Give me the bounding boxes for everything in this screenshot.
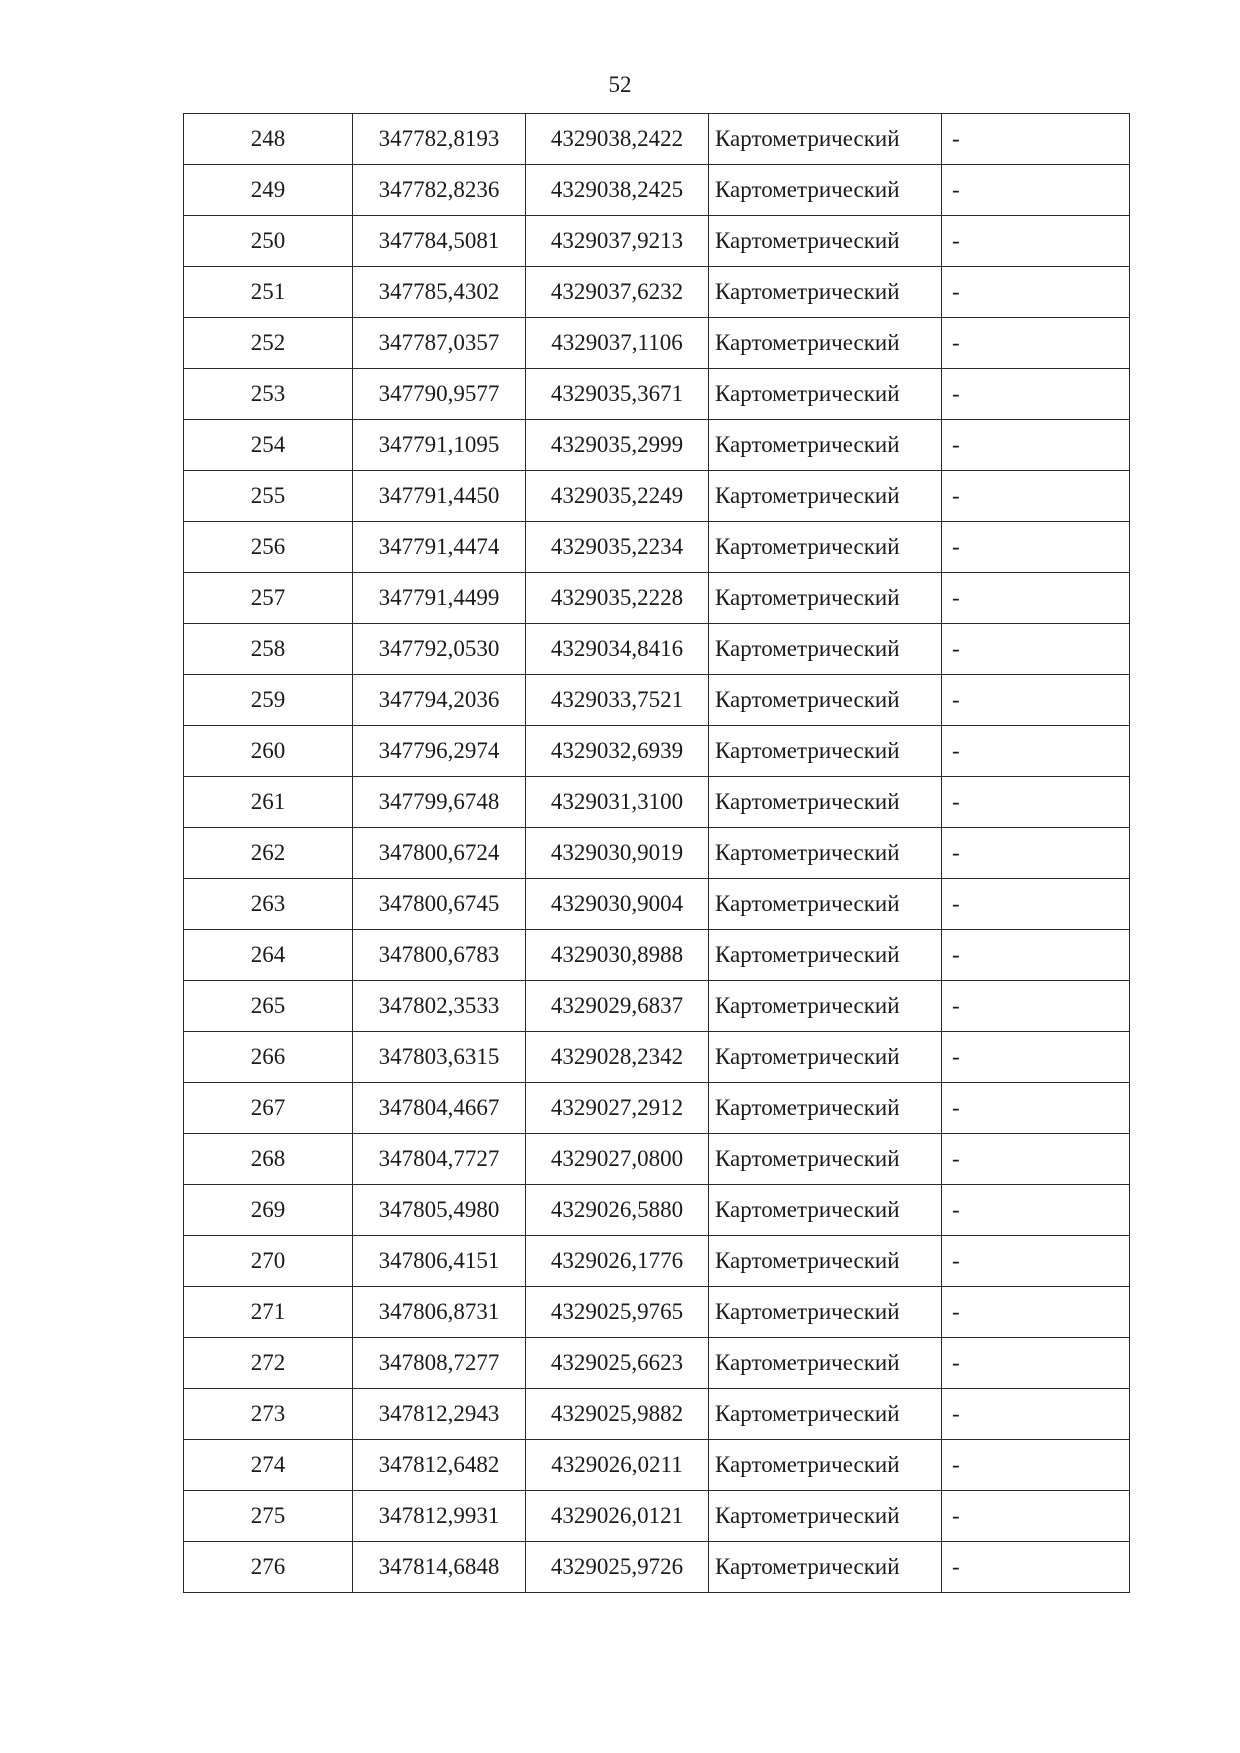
method-cell: Картометрический	[709, 1083, 942, 1134]
point-number-cell: 257	[184, 573, 353, 624]
x-coordinate-cell: 347812,2943	[353, 1389, 526, 1440]
method-cell: Картометрический	[709, 726, 942, 777]
table-row	[184, 1491, 1130, 1542]
point-number-cell: 273	[184, 1389, 353, 1440]
method-cell: Картометрический	[709, 1338, 942, 1389]
point-number-cell: 269	[184, 1185, 353, 1236]
extra-cell: -	[942, 1236, 1130, 1287]
method-cell: Картометрический	[709, 471, 942, 522]
method-cell: Картометрический	[709, 981, 942, 1032]
method-cell: Картометрический	[709, 318, 942, 369]
table-row	[184, 1440, 1130, 1491]
extra-cell: -	[942, 1287, 1130, 1338]
method-cell: Картометрический	[709, 420, 942, 471]
table-row	[184, 1032, 1130, 1083]
table-row	[184, 981, 1130, 1032]
method-cell: Картометрический	[709, 216, 942, 267]
table-row	[184, 1236, 1130, 1287]
table-row	[184, 573, 1130, 624]
x-coordinate-cell: 347812,9931	[353, 1491, 526, 1542]
y-coordinate-cell: 4329032,6939	[526, 726, 709, 777]
table-row	[184, 471, 1130, 522]
point-number-cell: 272	[184, 1338, 353, 1389]
method-cell: Картометрический	[709, 522, 942, 573]
extra-cell: -	[942, 828, 1130, 879]
extra-cell: -	[942, 1338, 1130, 1389]
extra-cell: -	[942, 369, 1130, 420]
extra-cell: -	[942, 675, 1130, 726]
y-coordinate-cell: 4329037,6232	[526, 267, 709, 318]
table-row	[184, 930, 1130, 981]
y-coordinate-cell: 4329026,1776	[526, 1236, 709, 1287]
x-coordinate-cell: 347806,8731	[353, 1287, 526, 1338]
extra-cell: -	[942, 1083, 1130, 1134]
coordinates-table-body	[184, 114, 1130, 1593]
extra-cell: -	[942, 879, 1130, 930]
extra-cell: -	[942, 216, 1130, 267]
point-number-cell: 256	[184, 522, 353, 573]
extra-cell: -	[942, 522, 1130, 573]
table-row	[184, 879, 1130, 930]
x-coordinate-cell: 347782,8193	[353, 114, 526, 165]
y-coordinate-cell: 4329029,6837	[526, 981, 709, 1032]
method-cell: Картометрический	[709, 675, 942, 726]
x-coordinate-cell: 347803,6315	[353, 1032, 526, 1083]
point-number-cell: 252	[184, 318, 353, 369]
y-coordinate-cell: 4329033,7521	[526, 675, 709, 726]
x-coordinate-cell: 347812,6482	[353, 1440, 526, 1491]
method-cell: Картометрический	[709, 1185, 942, 1236]
extra-cell: -	[942, 1389, 1130, 1440]
method-cell: Картометрический	[709, 1542, 942, 1593]
method-cell: Картометрический	[709, 1032, 942, 1083]
x-coordinate-cell: 347791,4499	[353, 573, 526, 624]
method-cell: Картометрический	[709, 1134, 942, 1185]
point-number-cell: 253	[184, 369, 353, 420]
y-coordinate-cell: 4329027,0800	[526, 1134, 709, 1185]
extra-cell: -	[942, 318, 1130, 369]
extra-cell: -	[942, 624, 1130, 675]
table-row	[184, 726, 1130, 777]
x-coordinate-cell: 347791,1095	[353, 420, 526, 471]
point-number-cell: 261	[184, 777, 353, 828]
x-coordinate-cell: 347785,4302	[353, 267, 526, 318]
x-coordinate-cell: 347791,4450	[353, 471, 526, 522]
extra-cell: -	[942, 1491, 1130, 1542]
y-coordinate-cell: 4329025,6623	[526, 1338, 709, 1389]
point-number-cell: 262	[184, 828, 353, 879]
method-cell: Картометрический	[709, 1440, 942, 1491]
y-coordinate-cell: 4329038,2422	[526, 114, 709, 165]
point-number-cell: 266	[184, 1032, 353, 1083]
table-row	[184, 420, 1130, 471]
point-number-cell: 276	[184, 1542, 353, 1593]
x-coordinate-cell: 347782,8236	[353, 165, 526, 216]
point-number-cell: 255	[184, 471, 353, 522]
table-row	[184, 675, 1130, 726]
point-number-cell: 268	[184, 1134, 353, 1185]
method-cell: Картометрический	[709, 777, 942, 828]
point-number-cell: 264	[184, 930, 353, 981]
point-number-cell: 274	[184, 1440, 353, 1491]
y-coordinate-cell: 4329028,2342	[526, 1032, 709, 1083]
table-row	[184, 216, 1130, 267]
extra-cell: -	[942, 471, 1130, 522]
extra-cell: -	[942, 726, 1130, 777]
point-number-cell: 260	[184, 726, 353, 777]
point-number-cell: 248	[184, 114, 353, 165]
x-coordinate-cell: 347799,6748	[353, 777, 526, 828]
y-coordinate-cell: 4329035,3671	[526, 369, 709, 420]
point-number-cell: 254	[184, 420, 353, 471]
table-row	[184, 267, 1130, 318]
x-coordinate-cell: 347787,0357	[353, 318, 526, 369]
table-row	[184, 1389, 1130, 1440]
x-coordinate-cell: 347805,4980	[353, 1185, 526, 1236]
extra-cell: -	[942, 930, 1130, 981]
table-row	[184, 1185, 1130, 1236]
extra-cell: -	[942, 1032, 1130, 1083]
y-coordinate-cell: 4329035,2234	[526, 522, 709, 573]
y-coordinate-cell: 4329026,5880	[526, 1185, 709, 1236]
y-coordinate-cell: 4329025,9726	[526, 1542, 709, 1593]
y-coordinate-cell: 4329037,9213	[526, 216, 709, 267]
page-number: 52	[608, 72, 632, 97]
point-number-cell: 258	[184, 624, 353, 675]
table-row	[184, 624, 1130, 675]
method-cell: Картометрический	[709, 165, 942, 216]
table-row	[184, 114, 1130, 165]
extra-cell: -	[942, 267, 1130, 318]
method-cell: Картометрический	[709, 1389, 942, 1440]
y-coordinate-cell: 4329030,8988	[526, 930, 709, 981]
point-number-cell: 275	[184, 1491, 353, 1542]
y-coordinate-cell: 4329035,2999	[526, 420, 709, 471]
y-coordinate-cell: 4329038,2425	[526, 165, 709, 216]
table-row	[184, 369, 1130, 420]
y-coordinate-cell: 4329025,9765	[526, 1287, 709, 1338]
y-coordinate-cell: 4329034,8416	[526, 624, 709, 675]
extra-cell: -	[942, 777, 1130, 828]
method-cell: Картометрический	[709, 624, 942, 675]
table-row	[184, 1542, 1130, 1593]
method-cell: Картометрический	[709, 573, 942, 624]
y-coordinate-cell: 4329037,1106	[526, 318, 709, 369]
extra-cell: -	[942, 114, 1130, 165]
y-coordinate-cell: 4329031,3100	[526, 777, 709, 828]
table-row	[184, 828, 1130, 879]
method-cell: Картометрический	[709, 369, 942, 420]
x-coordinate-cell: 347794,2036	[353, 675, 526, 726]
table-row	[184, 165, 1130, 216]
y-coordinate-cell: 4329025,9882	[526, 1389, 709, 1440]
x-coordinate-cell: 347808,7277	[353, 1338, 526, 1389]
table-row	[184, 1083, 1130, 1134]
point-number-cell: 271	[184, 1287, 353, 1338]
x-coordinate-cell: 347800,6745	[353, 879, 526, 930]
y-coordinate-cell: 4329030,9004	[526, 879, 709, 930]
table-row	[184, 1134, 1130, 1185]
y-coordinate-cell: 4329026,0121	[526, 1491, 709, 1542]
table-row	[184, 777, 1130, 828]
point-number-cell: 265	[184, 981, 353, 1032]
extra-cell: -	[942, 1134, 1130, 1185]
table-row	[184, 1338, 1130, 1389]
extra-cell: -	[942, 1440, 1130, 1491]
x-coordinate-cell: 347804,4667	[353, 1083, 526, 1134]
table-row	[184, 318, 1130, 369]
x-coordinate-cell: 347806,4151	[353, 1236, 526, 1287]
coordinates-table	[183, 113, 1130, 1593]
method-cell: Картометрический	[709, 1491, 942, 1542]
y-coordinate-cell: 4329027,2912	[526, 1083, 709, 1134]
method-cell: Картометрический	[709, 930, 942, 981]
y-coordinate-cell: 4329030,9019	[526, 828, 709, 879]
x-coordinate-cell: 347784,5081	[353, 216, 526, 267]
point-number-cell: 259	[184, 675, 353, 726]
extra-cell: -	[942, 420, 1130, 471]
x-coordinate-cell: 347791,4474	[353, 522, 526, 573]
extra-cell: -	[942, 1185, 1130, 1236]
table-row	[184, 522, 1130, 573]
method-cell: Картометрический	[709, 1287, 942, 1338]
point-number-cell: 251	[184, 267, 353, 318]
extra-cell: -	[942, 1542, 1130, 1593]
extra-cell: -	[942, 981, 1130, 1032]
y-coordinate-cell: 4329035,2228	[526, 573, 709, 624]
extra-cell: -	[942, 165, 1130, 216]
x-coordinate-cell: 347814,6848	[353, 1542, 526, 1593]
method-cell: Картометрический	[709, 1236, 942, 1287]
x-coordinate-cell: 347800,6783	[353, 930, 526, 981]
x-coordinate-cell: 347790,9577	[353, 369, 526, 420]
y-coordinate-cell: 4329026,0211	[526, 1440, 709, 1491]
method-cell: Картометрический	[709, 267, 942, 318]
point-number-cell: 263	[184, 879, 353, 930]
x-coordinate-cell: 347802,3533	[353, 981, 526, 1032]
point-number-cell: 267	[184, 1083, 353, 1134]
method-cell: Картометрический	[709, 114, 942, 165]
table-row	[184, 1287, 1130, 1338]
x-coordinate-cell: 347792,0530	[353, 624, 526, 675]
extra-cell: -	[942, 573, 1130, 624]
x-coordinate-cell: 347796,2974	[353, 726, 526, 777]
method-cell: Картометрический	[709, 879, 942, 930]
point-number-cell: 250	[184, 216, 353, 267]
point-number-cell: 249	[184, 165, 353, 216]
x-coordinate-cell: 347800,6724	[353, 828, 526, 879]
point-number-cell: 270	[184, 1236, 353, 1287]
method-cell: Картометрический	[709, 828, 942, 879]
x-coordinate-cell: 347804,7727	[353, 1134, 526, 1185]
y-coordinate-cell: 4329035,2249	[526, 471, 709, 522]
